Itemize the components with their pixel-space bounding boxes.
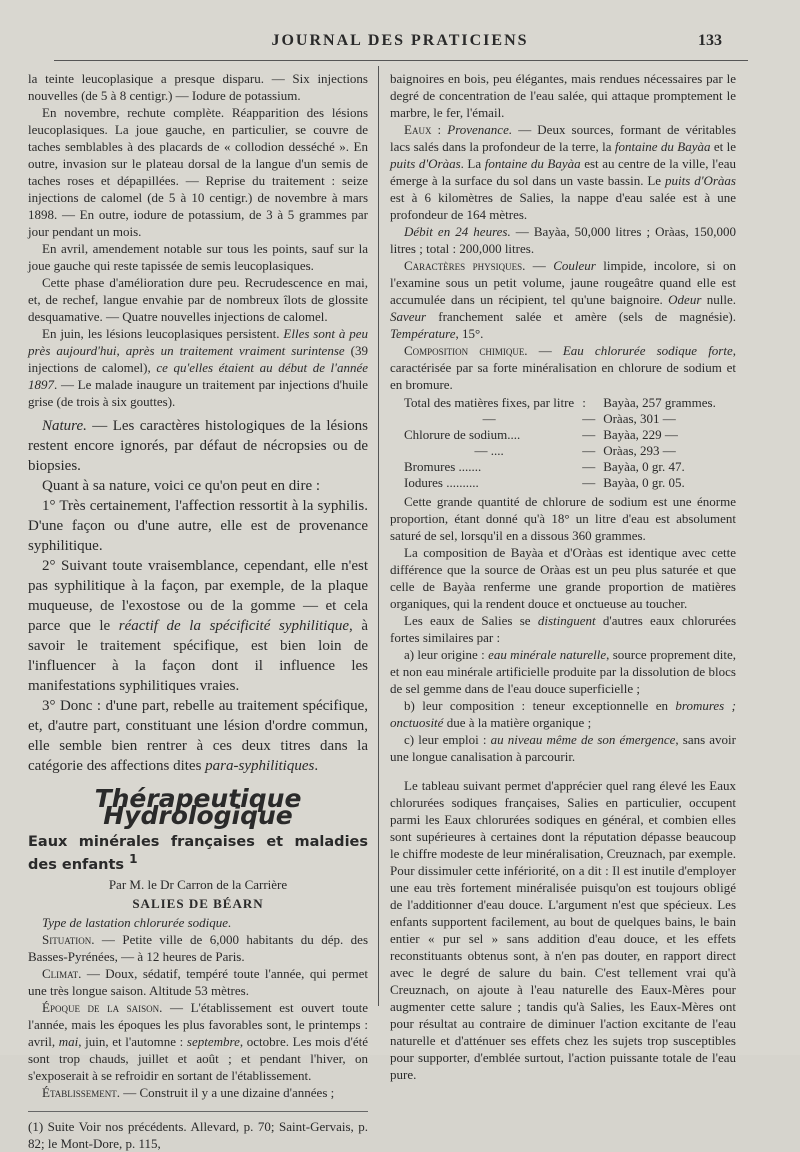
paragraph: Cette grande quantité de chlorure de sodium est une énorme proportion, étant donné qu'à 18° un litre d'eau est absolument saturé de sel, lorsqu'il en a dissous 360 grammes. [390, 494, 736, 543]
paragraph: En juin, les lésions leucoplasiques persistent. Elles sont à peu près aujourd'hui, après un traitement vraiment surintense (39 injections de calomel), ce qu'elles étaient au début de l'année 1897. — Le malade inaugure un traitement par injections d'huile grise (de trois à six gouttes). [28, 326, 369, 409]
paragraph: Eaux : Provenance. — Deux sources, formant de véritables lacs salés dans la profondeur de la terre, la fontaine du Bayàa et le puits d'Oràas. La fontaine du Bayàa est au centre de la ville, l'eau émerge à la surface du sol dans un vaste bassin. Le puits d'Oràas est à 6 kilomètres de Salies, la nappe d'eau salée est à une profondeur de 164 mètres. [390, 122, 737, 222]
table-row: — .... — Oràas, 293 — [474, 443, 676, 458]
table-row: — — Oràas, 301 — [482, 411, 676, 426]
paragraph: Type de lastation chlorurée sodique. [42, 914, 232, 930]
paragraph: la teinte leucoplasique a presque disparu. — Six injections nouvelles (de 5 à 8 centigr.) — Iodure de potassium. [28, 71, 368, 103]
paragraph: Quant à sa nature, voici ce qu'on peut en dire : [42, 478, 321, 494]
page-number: 133 [698, 32, 722, 49]
header-rule [54, 60, 748, 61]
paragraph: Caractères physiques. — Couleur limpide, incolore, si on l'examine sous un petit volume, jaune rougeâtre quand elle est accumulée dans un récipient, tel qu'une baignoire. Odeur nulle. Saveur franchement salée et amère (sels de magnésie). Température, 15°. [390, 258, 737, 341]
paragraph: baignoires en bois, peu élégantes, mais rendues nécessaires par le degré de concentration de l'eau salée, qui attaque promptement le marbre, le fer, l'émail. [390, 71, 736, 120]
paragraph: Cette phase d'amélioration dure peu. Recrudescence en mai, et, de rechef, langue envahie par de nombreux îlots de glossite desquamative. — Quatre nouvelles injections de calomel. [28, 275, 368, 324]
list-item: b) leur composition : teneur exceptionnelle en bromures ; onctuosité due à la matière organique ; [390, 698, 736, 730]
paragraph: Époque de la saison. — L'établissement est ouvert toute l'année, mais les époques les plus favorables sont, le printemps : avril, mai, juin, et l'automne : septembre, octobre. Les mois d'été sont trop chauds, juillet et août ; et pendant l'hiver, on s'exposerait à se refroidir en sortant de l'établissement. [28, 999, 369, 1083]
table-row: Chlorure de sodium.... — Bayàa, 229 — [404, 427, 678, 442]
paragraph: 3° Donc : d'une part, rebelle au traitement spécifique, et, d'autre part, constituant une lésion d'ordre commun, elle semble bien rentrer à ces deux titres dans la catégorie des affections dites para-syphilitiques. [28, 698, 368, 774]
list-item: a) leur origine : eau minérale naturelle, source proprement dite, et non eau minérale artificielle produite par la dissolution de blocs de sel gemme dans de l'eau douce superficielle ; [390, 647, 737, 696]
section-title: Thérapeutique Hydrologique [94, 784, 302, 830]
right-column [390, 70, 736, 1083]
composition-table [400, 395, 720, 491]
table-row: Total des matières fixes, par litre : Bayàa, 257 grammes. [404, 395, 716, 410]
footnote: (1) Suite Voir nos précédents. Allevard, p. 70; Saint-Gervais, p. 82; le Mont-Dore, p. 115, [28, 1111, 368, 1152]
byline: Par M. le Dr Carron de la Carrière [108, 876, 288, 892]
left-column [28, 70, 368, 1152]
list-item: c) leur emploi : au niveau même de son émergence, sans avoir une longue canalisation à parcourir. [390, 732, 736, 764]
page-header [0, 30, 800, 54]
paragraph: 2° Suivant toute vraisemblance, cependant, elle n'est pas syphilitique à la façon, par exemple, de la plaque muqueuse, de l'exostose ou de la gomme — et cela parce que le réactif de la spécificité syphilitique, à savoir le traitement spécifique, est bien loin de l'influencer à la façon dont il influence les manifestations syphilitiques vraies. [28, 558, 368, 694]
running-title: JOURNAL DES PRATICIENS [271, 32, 529, 49]
column-divider [378, 66, 379, 1006]
table-row: Bromures ....... — Bayàa, 0 gr. 47. [404, 459, 685, 474]
paragraph: Climat. — Doux, sédatif, tempéré toute l'année, qui permet une très longue saison. Altitude 53 mètres. [28, 965, 368, 998]
subhead: SALIES DE BÉARN [132, 895, 264, 911]
paragraph: Les eaux de Salies se distinguent d'autres eaux chlorurées fortes similaires par : [390, 613, 737, 645]
paragraph: 1° Très certainement, l'affection ressortit à la syphilis. D'une façon ou d'une autre, elle est de provenance syphilitique. [28, 498, 368, 554]
paragraph: En avril, amendement notable sur tous les points, sauf sur la joue gauche qui reste tapissée de semis leucoplasiques. [28, 241, 368, 273]
article-title: Eaux minérales françaises et maladies des enfants $^1$ [28, 834, 368, 873]
paragraph: Nature. — Les caractères histologiques de la lésions restent encore ignorés, par défaut de nécropsies ou de biopsies. [28, 418, 368, 474]
paragraph: Établissement. — Construit il y a une dizaine d'années ; [42, 1084, 335, 1100]
table-row: Iodures .......... — Bayàa, 0 gr. 05. [404, 475, 685, 490]
paragraph: La composition de Bayàa et d'Oràas est identique avec cette différence que la source de Oràas est un peu plus saturée et que celle de Bayàa renferme une grande proportion de matières organiques, qui la rendent douce et onctueuse au toucher. [390, 545, 736, 611]
nature-label: Nature. [42, 418, 87, 434]
paragraph: Situation. — Petite ville de 6,000 habitants du dép. des Basses-Pyrénées, — à 12 heures de Paris. [28, 931, 368, 964]
paragraph: Débit en 24 heures. — Bayàa, 50,000 litres ; Oràas, 150,000 litres ; total : 200,000 litres. [390, 224, 736, 256]
paragraph: Le tableau suivant permet d'apprécier quel rang élevé les Eaux chlorurées sodiques françaises, Salies en particulier, occupent parmi les Eaux chlorurées sodiques en général, et combien elles sont supérieures à certaines dont la réputation dépasse beaucoup le chiffre modeste de leur minéralisation, Creuznach, par exemple. Pour dissimuler cette infériorité, on a dit : Il est inutile d'employer une eau très fortement minéralisée puisqu'on est toujours obligé de l'additionner d'eau douce. L'argument n'est que spécieux. Les enfants supportent facilement, au bout de quelques bains, le bain entier « pur sel » sans addition d'eau douce, et les effets reconstituants obtenus sont, à n'en pas douter, en rapport direct avec le degré de salure du bain. C'est tellement vrai qu'à Creuznach, on ajoute à l'eau naturelle des Eaux-Mères pour augmenter cette salure ; tandis qu'à Salies, les Eaux-Mères ont pour résultat au contraire de diminuer l'action excitante de l'eau naturelle et d'atténuer ses effets chez les sujets trop susceptibles pour supporter, d'emblée surtout, l'action puissante totale de l'eau pure. [390, 778, 736, 1082]
paragraph: En novembre, rechute complète. Réapparition des lésions leucoplasiques. La joue gauche, en particulier, se couvre de taches semblables à des placards de « collodion desséché ». En outre, invasion sur le plateau dorsal de la langue d'un semis de taches roses et dépapillées. — Reprise du traitement : seize injections de calomel (de 5 à 10 centigr.) de novembre à mars 1898. — En outre, iodure de potassium, de 3 à 5 grammes par jour pendant un mois. [28, 105, 368, 239]
paragraph: Composition chimique. — Eau chlorurée sodique forte, caractérisée par sa forte minéralisation en chlorure de sodium et en bromure. [390, 343, 736, 392]
